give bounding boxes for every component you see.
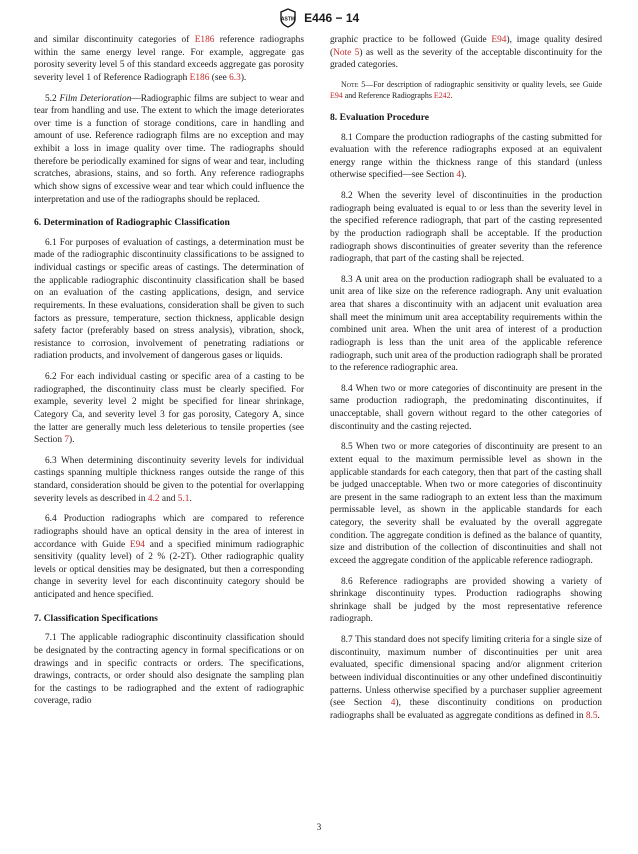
paragraph-8-4: 8.4 When two or more categories of discontinuity are present in the same production radiograph, the predominating discontinuites, if unacceptable, shall govern without regard to the other categories of discontinuity and the casting rejected. — [330, 383, 602, 432]
link-section-5-1[interactable]: 5.1 — [177, 493, 190, 504]
paragraph-7-1-continued: graphic practice to be followed (Guide E94), image quality desired (Note 5) as well as the severity of the acceptable discontinuity for the graded categories. — [330, 35, 602, 71]
section-heading-7: 7. Classification Specifications — [34, 612, 158, 624]
link-e94[interactable]: E94 — [330, 90, 343, 100]
paragraph-8-5: 8.5 When two or more categories of discontinuity are present to an extent equal to the maximum permissible level as shown in the applicable standards for each category, then that part of the casting shall be judged unacceptable. When two or more categories of discontinuity are present in the same radiograph to an extent less than the maximum permissable level, as shown in the applicable standards for each category, the severity shall be evaluated by the overall aggregate condition. The aggregate condition is defined as the balance of quantity, size and distribution of the collection of discontinuities and shall not exceed the aggregate condition of the applicable reference radiograph. — [330, 442, 602, 566]
link-e94[interactable]: E94 — [129, 539, 145, 550]
paragraph-8-3: 8.3 A unit area on the production radiograph shall be evaluated to a unit area of like size on the reference radiograph. Any unit evaluation area that shares a discontinuity with an adjacent unit evaluation area shall meet the minimum unit area acceptability requirements within the combined unit area. When the unit area of interest of a production radiograph is less than the unit area of the applicable reference radiograph, such unit area of the production radiograph shall be prorated to the reference radiographic area. — [330, 274, 602, 374]
right-column — [330, 34, 602, 722]
astm-logo-icon — [279, 8, 297, 28]
paragraph-8-2: 8.2 When the severity level of discontinuities in the production radiograph being evaluated is equal to or less than the severity level in the specified reference radiograph, that part of the casting represented by the production radiograph shall be acceptable. If the production radiograph shows discontinuities of greater severity than the reference radiograph, that part of the casting shall be rejected. — [330, 191, 602, 265]
link-section-6-3[interactable]: 6.3 — [229, 72, 241, 83]
link-section-4[interactable]: 4 — [456, 170, 462, 181]
paragraph-6-1: 6.1 For purposes of evaluation of castings, a determination must be made of the radiographic discontinuity classifications to be assigned to individual castings or specific areas of castings. The determination of the applicable radiographic discontinuity classification shall be based on an evaluation of the casting applications, design, and service requirements. In these evaluations, consideration shall be given to such factors as pressure, temperature, section thickness, applicable design safety factor (preferably based on stress analysis), vibration, shock, resistance to corrosion, involvement of penetrating radiations or radiation products, and involvement of dangerous gases or liquids. — [34, 237, 304, 362]
paragraph-5-2: 5.2 Film Deterioration—Radiographic films are subject to wear and tear from handling and use. The extent to which the image deteriorates over time is a function of storage conditions, care in handling and amount of use. Reference radiograph films are no exception and may exhibit a loss in image quality over time. The radiographs should therefore be periodically examined for signs of wear and tear, including scratches, abrasions, stains, and so forth. Any reference radiographs which show signs of excessive wear and tear which could influence the interpretation and use of the radiographs should be replaced. — [34, 93, 304, 205]
link-section-8-5[interactable]: 8.5 — [585, 710, 598, 721]
paragraph-8-1: 8.1 Compare the production radiographs of the casting submitted for evaluation with the reference radiographs exposed at an equivalent energy range within the thickness range of this standard (unless otherwise specified—see Section 4). — [330, 132, 602, 181]
paragraph-6-4: 6.4 Production radiographs which are compared to reference radiographs should have an optical density in the area of interest in accordance with Guide E94 and a specified minimum radiographic sensitivity (quality level) of 2 % (2-2T). Other radiographic quality levels or optical densities may be designated, but then a corresponding change in severity level for each discontinuity category should be anticipated and hence specified. — [34, 514, 304, 600]
paragraph-8-6: 8.6 Reference radiographs are provided showing a variety of shrinkage discontinuity types. Production radiographs showing shrinkage shall be judged by the most representative reference radiograph. — [330, 576, 602, 625]
link-e186[interactable]: E186 — [189, 72, 210, 83]
page-number: 3 — [316, 822, 322, 832]
section-heading-6: 6. Determination of Radiographic Classification — [34, 217, 230, 229]
link-section-4[interactable]: 4 — [390, 698, 396, 709]
note-5: Note 5—For description of radiographic sensitivity or quality levels, see Guide E94 and Reference Radiographs E242. — [330, 79, 603, 100]
standard-designation: E446 − 14 — [304, 11, 360, 25]
section-heading-8: 8. Evaluation Procedure — [330, 111, 430, 123]
link-e186[interactable]: E186 — [194, 35, 215, 45]
svg-text:ASTM: ASTM — [280, 16, 295, 23]
link-e94[interactable]: E94 — [491, 35, 507, 45]
link-section-7[interactable]: 7 — [64, 435, 70, 446]
link-note-5[interactable]: Note 5 — [333, 47, 360, 58]
paragraph-7-1: 7.1 The applicable radiographic discontinuity classification should be designated by the contracting agency in formal specifications or on drawings and in specific contracts or orders. The specifications, drawings, contracts, or order should also designate the sampling plan for the castings to be radiographed and the extent of radiographic coverage, radio — [34, 633, 304, 707]
page-header — [0, 8, 638, 28]
paragraph-6-3: 6.3 When determining discontinuity severity levels for individual castings spanning multiple thickness ranges outside the range of this standard, consideration should be given to the potential for overlapping severity levels as described in 4.2 and 5.1. — [34, 455, 304, 504]
paragraph-6-2: 6.2 For each individual casting or specific area of a casting to be radiographed, the discontinuity class must be clearly specified. For example, severity level 2 might be specified for linear shrinkage, Category Ca, and severity level 3 for gas porosity, Category A, since the latter are generally much less deleterious to tensile properties (see Section 7). — [34, 372, 304, 446]
link-section-4-2[interactable]: 4.2 — [147, 493, 160, 504]
paragraph-5-1-continued: and similar discontinuity categories of E186 reference radiographs within the same energy level range. For example, aggregate gas porosity severity level 5 of this standard exceeds aggregate gas porosity severity level 1 of Reference Radiograph E186 (see 6.3). — [34, 35, 304, 83]
link-e242[interactable]: E242 — [433, 90, 451, 100]
paragraph-8-7: 8.7 This standard does not specify limiting criteria for a single size of discontinuity, maximum number of discontinuities per unit area evaluated, specific dimensional spacing and/or alignment criterion between individual discontinuities or any other undefined discontinuitiy patterns. Unless otherwise specified by a purchaser supplier agreement (see Section 4), these discontinuity conditions on production radiographs shall be evaluated as aggregate conditions as defined in 8.5. — [330, 635, 602, 721]
left-column — [34, 34, 304, 708]
